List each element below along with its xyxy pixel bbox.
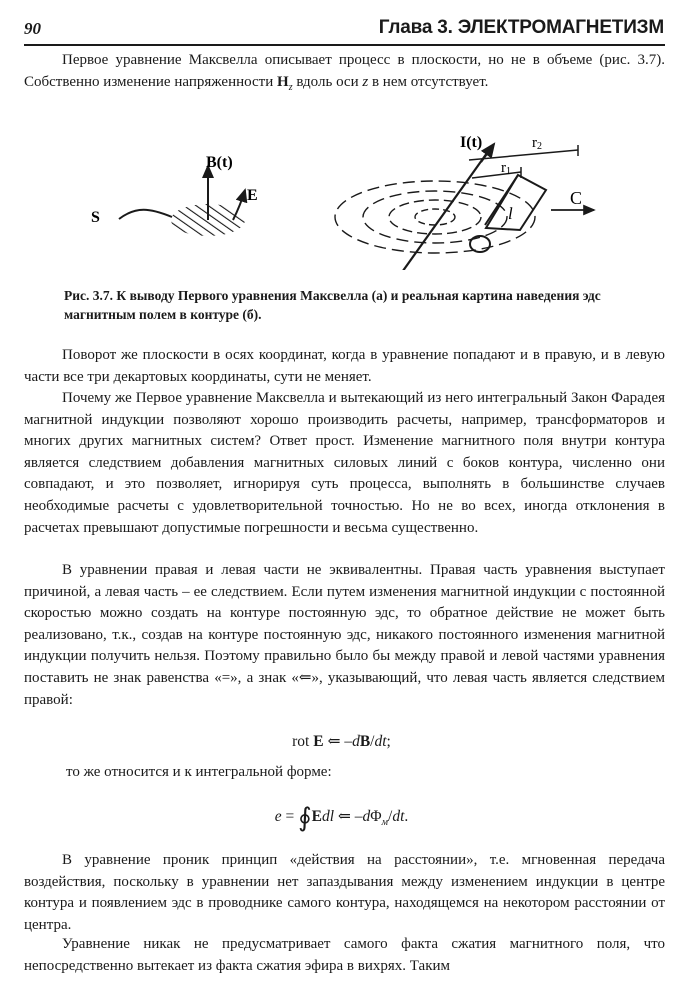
caption-label: Рис. 3.7. [64, 288, 114, 303]
label-s: S [91, 209, 100, 226]
paragraph-6: В уравнение проник принцип «действия на расстоянии», т.е. мгновенная передача воздействия, поскольку в уравнении нет запаздывания между изменением индукции в центре контура и появлением эдс в проводнике самого контура, находящемся на некотором расстоянии от центра. [24, 852, 665, 933]
equation-integral: e = ∮Edl ⇐ $-d\Phi_м/dt$. [274, 803, 409, 832]
paragraph-5: то же относится и к интегральной форме: [66, 764, 332, 780]
figure-3-7 [24, 120, 665, 270]
field-line-4 [415, 209, 455, 225]
equation-rot: rot E ⇐ –dB/dt; [292, 733, 391, 750]
page-number: 90 [24, 19, 41, 38]
r1-dim [472, 172, 521, 178]
label-c: C [570, 188, 583, 208]
paragraph-intro: Первое уравнение Максвелла описывает процесс в плоскости, но не в объеме (рис. 3.7). Собственно изменение напряженности $H_z$ вдоль оси z в нем отсутствует. [24, 52, 665, 93]
field-line-3 [389, 200, 481, 234]
chapter-title: Глава 3. ЭЛЕКТРОМАГНЕТИЗМ [378, 17, 664, 38]
page-header [24, 17, 664, 43]
paragraph-2: Поворот же плоскости в осях координат, когда в уравнение попадают и в правую, и в левую части все три декартовых координаты, сути не меняет. [24, 347, 665, 385]
label-r2: r2 [532, 135, 542, 152]
surface-curve [119, 210, 172, 219]
figure-b [335, 134, 594, 270]
label-current: I(t) [460, 134, 483, 151]
contour-integral-sign: ∮ [298, 803, 312, 832]
figure-a [91, 154, 258, 236]
label-l: l [508, 204, 513, 223]
caption-text: К выводу Первого уравнения Максвелла (а) и реальная картина наведения эдс магнитным полем в контуре (б). [64, 288, 601, 322]
figure-caption [64, 286, 664, 324]
field-line-1 [335, 181, 535, 253]
axis-symbol: z [362, 73, 369, 90]
field-symbol: H [277, 73, 289, 90]
figure-drawing [24, 120, 665, 270]
loop-contour [486, 175, 546, 230]
wire-crossing [470, 236, 490, 252]
paragraph-4: В уравнении правая и левая части не эквивалентны. Правая часть уравнения выступает причиной, а левая часть – ее следствием. Если путем изменения магнитной индукции с постоянной скоростью можно создать на контуре постоянную эдс, то обратное действие не может быть реализовано, т.к., создав на контуре постоянную эдс, никакого постоянного изменения магнитной индукции получить нельзя. Поэтому правильно было бы между правой и левой частями уравнения поставить не знак равенства «=», а знак «⇐», указывающий, что левая часть является следствием правой: [24, 562, 665, 708]
field-subscript: z [288, 81, 293, 93]
field-line-2 [363, 191, 507, 243]
paragraph-7: Уравнение никак не предусматривает самого факта сжатия магнитного поля, что непосредственно вытекает из факта сжатия эфира в вихрях. Таким [24, 936, 665, 974]
label-b: B(t) [206, 154, 233, 171]
paragraph-3: Почему же Первое уравнение Максвелла и вытекающий из него интегральный Закон Фарадея магнитной индукции позволяют хорошо производить расчеты, например, трансформаторов и многих других магнитных систем? Ответ прост. Изменение магнитного поля внутри контура является следствием добавления магнитных силовых линий с боков контура, численно они совпадают, и это позволяет, игнорируя суть процесса, выполнять в большинстве случаев необходимые расчеты с удовлетворительной точностью. Но не во всех, иногда отклонения в расчетах превышают допустимые погрешности и весьма существенно. [24, 390, 665, 536]
header-rule [24, 44, 665, 46]
label-r1: r1 [501, 160, 511, 177]
label-e: E [247, 187, 258, 204]
